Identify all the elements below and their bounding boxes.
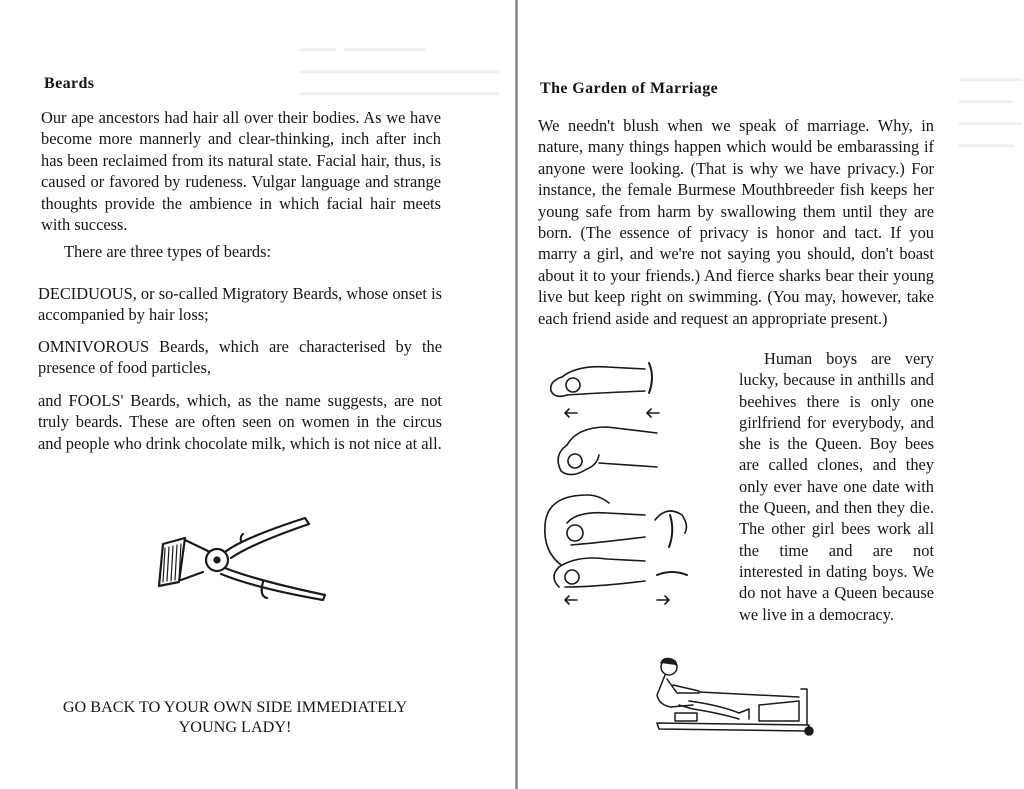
section-heading-beards: Beards (44, 75, 95, 92)
closing-line-2: YOUNG LADY! (178, 718, 292, 736)
bleed-through-text: ━━━━━━━ ━━━━━━ ━━━━━━━ ━━━━━━ (959, 73, 1023, 155)
section-heading-garden-of-marriage: The Garden of Marriage (540, 80, 719, 97)
paragraph-marriage: We needn't blush when we speak of marriage. Why, in nature, many things happen which would be embarassing if anyone were looking. (That is why we have privacy.) For instance, the female Burmese Mouthbreeder fish keeps her young safe from harm by swallowing them until they are born. (The essence of privacy is honor and tact. If you marry a girl, and we're not saying you should, don't boast about it to your friends.) And fierce sharks bear their young live but keep right on swimming. (You may, however, take each friend aside and request an appropriate present.) (538, 116, 934, 328)
bleed-through-text: ━━━━ ━━━━━━━━━ ━━━━━━━━━━━━━━━━━━━━━━ ━━━━━━━━━━━━━━━━━━━━━━ (300, 43, 499, 103)
right-page (519, 0, 1024, 789)
paragraph-fools-beards: and FOOLS' Beards, which, as the name suggests, are not truly beards. These are often seen on women in the circus and people who drink chocolate milk, which is not nice at all. (38, 391, 442, 453)
paragraph-beard-types-intro: There are three types of beards: (64, 242, 272, 261)
paragraph-deciduous: DECIDUOUS, or so-called Migratory Beards, whose onset is accompanied by hair loss; (38, 284, 442, 325)
book-spine (515, 0, 518, 789)
paragraph-omnivorous: OMNIVOROUS Beards, which are characterised by the presence of food particles, (38, 337, 442, 378)
closing-message (20, 697, 450, 737)
paragraph-human-boys: Human boys are very lucky, because in anthills and beehives there is only one girlfriend for everybody, and she is the Queen. Boy bees are called clones, and they only ever have one date with the Queen, and then they die. The other girl bees work all the time and are not interested in dating boys. We do not have a Queen because we live in a democracy. (739, 349, 934, 624)
hair-clipper-illustration (155, 510, 315, 605)
paragraph-ancestors: Our ape ancestors had hair all over their bodies. As we have become more mannerly and clear-thinking, inch after inch has been reclaimed from its natural state. Facial hair, thus, is caused or favored by rudeness. Vulgar language and strange thoughts provide the ambience in which facial hair meets with success. (41, 108, 441, 235)
hand-grip-diagram-illustration (537, 355, 737, 615)
rowing-machine-illustration (649, 655, 824, 735)
closing-line-1: GO BACK TO YOUR OWN SIDE IMMEDIATELY (62, 698, 408, 716)
